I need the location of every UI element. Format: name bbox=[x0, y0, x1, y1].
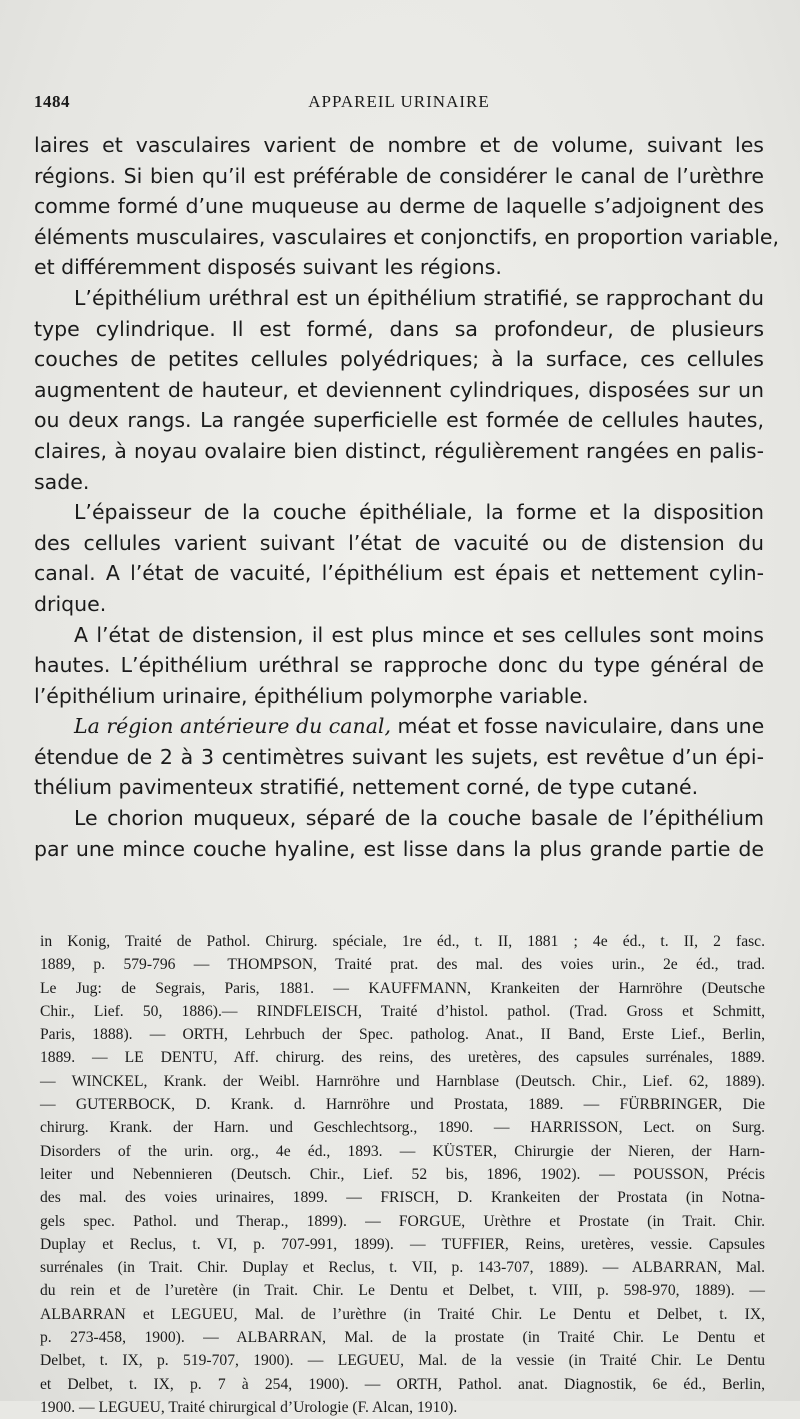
paragraph-start-line: A l’état de distension, il est plus mince et ses cellules sont moins bbox=[74, 622, 764, 647]
footnote-line: et Delbet, t. IX, p. 7 à 254, 1900). — ORTH, Pathol. anat. Diagnostik, 6e éd., Berlin, bbox=[40, 1375, 765, 1393]
footnote-line: Le Jug: de Segrais, Paris, 1881. — KAUFFMANN, Krankeiten der Harnröhre (Deutsche bbox=[40, 979, 765, 997]
bibliography-footnote bbox=[40, 930, 765, 1419]
body-line: comme formé d’une muqueuse au derme de laquelle s’adjoignent des bbox=[34, 194, 764, 219]
footnote-line: Paris, 1888). — ORTH, Lehrbuch der Spec. patholog. Anat., II Band, Erste Lief., Berlin, bbox=[40, 1026, 765, 1044]
footnote-line: des mal. des voies urinaires, 1899. — FRISCH, D. Krankeiten der Prostata (in Notna- bbox=[40, 1189, 765, 1207]
footnote-line: 1889, p. 579-796 — THOMPSON, Traité prat. des mal. des voies urin., 2e éd., trad. bbox=[40, 956, 765, 974]
body-line: claires, à noyau ovalaire bien distinct, régulièrement rangées en palis- bbox=[34, 438, 764, 463]
footnote-line: gels spec. Pathol. und Therap., 1899). — FORGUE, Urèthre et Prostate (in Trait. Chir. bbox=[40, 1212, 765, 1230]
body-line: drique. bbox=[34, 591, 107, 616]
footnote-line: Chir., Lief. 50, 1886).— RINDFLEISCH, Traité d’histol. pathol. (Trad. Gross et Schmitt, bbox=[40, 1002, 765, 1020]
body-line: type cylindrique. Il est formé, dans sa profondeur, de plusieurs bbox=[34, 316, 764, 341]
running-head bbox=[34, 92, 764, 116]
body-line: thélium pavimenteux stratifié, nettement corné, de type cutané. bbox=[34, 775, 699, 800]
body-line: hautes. L’épithélium uréthral se rapproche donc du type général de bbox=[34, 653, 764, 678]
body-line: couches de petites cellules polyédriques; à la surface, ces cellules bbox=[34, 347, 764, 372]
footnote-line: leiter und Nebennieren (Deutsch. Chir., Lief. 52 bis, 1896, 1902). — POUSSON, Précis bbox=[40, 1165, 765, 1183]
body-line: éléments musculaires, vasculaires et conjonctifs, en proportion variable, bbox=[34, 224, 780, 249]
footnote-line: Duplay et Reclus, t. VI, p. 707-991, 1899). — TUFFIER, Reins, uretères, vessie. Capsules bbox=[40, 1235, 765, 1253]
footnote-line: — WINCKEL, Krank. der Weibl. Harnröhre und Harnblase (Deutsch. Chir., Lief. 62, 1889). bbox=[40, 1072, 765, 1090]
body-line: augmentent de hauteur, et deviennent cylindriques, disposées sur un bbox=[34, 377, 764, 402]
footnote-line: p. 273-458, 1900). — ALBARRAN, Mal. de la prostate (in Traité Chir. Le Dentu et bbox=[40, 1329, 765, 1347]
body-line: des cellules varient suivant l’état de vacuité ou de distension du bbox=[34, 530, 764, 555]
footnote-line: ALBARRAN et LEGUEU, Mal. de l’urèthre (in Traité Chir. Le Dentu et Delbet, t. IX, bbox=[40, 1305, 765, 1323]
footnote-line: Delbet, t. IX, p. 519-707, 1900). — LEGUEU, Mal. de la vessie (in Traité Chir. Le Dentu bbox=[40, 1352, 765, 1370]
body-line: canal. A l’état de vacuité, l’épithélium est épais et nettement cylin- bbox=[34, 561, 764, 586]
body-line: ou deux rangs. La rangée superficielle est formée de cellules hautes, bbox=[34, 408, 764, 433]
footnote-line: 1900. — LEGUEU, Traité chirurgical d’Urologie (F. Alcan, 1910). bbox=[40, 1398, 458, 1416]
paragraph-start-line: Le chorion muqueux, séparé de la couche basale de l’épithélium bbox=[74, 806, 764, 831]
body-line: sade. bbox=[34, 469, 90, 494]
footnote-line: surrénales (in Trait. Chir. Duplay et Reclus, t. VII, p. 143-707, 1889). — ALBARRAN, Mal. bbox=[40, 1259, 765, 1277]
footnote-line: Disorders of the urin. org., 4e éd., 1893. — KÜSTER, Chirurgie der Nieren, der Harn- bbox=[40, 1142, 765, 1160]
body-line: l’épithélium urinaire, épithélium polymorphe variable. bbox=[34, 683, 589, 708]
paragraph-start-line: L’épithélium uréthral est un épithélium stratifié, se rapprochant du bbox=[74, 285, 764, 310]
body-text bbox=[34, 130, 780, 864]
footnote-line: 1889. — LE DENTU, Aff. chirurg. des reins, des uretères, des capsules surrénales, 1889. bbox=[40, 1049, 765, 1067]
footnote-line: in Konig, Traité de Pathol. Chirurg. spéciale, 1re éd., t. II, 1881 ; 4e éd., t. II, 2 fasc. bbox=[40, 933, 765, 950]
page-number: 1484 bbox=[34, 92, 70, 111]
body-line: régions. Si bien qu’il est préférable de considérer le canal de l’urèthre bbox=[34, 163, 764, 188]
footnote-line: chirurg. Krank. der Harn. und Geschlechtsorg., 1890. — HARRISSON, Lect. on Surg. bbox=[40, 1119, 765, 1137]
italic-lead: La région antérieure du canal, bbox=[74, 714, 391, 739]
footnote-line: du rein et de l’uretère (in Trait. Chir. Le Dentu et Delbet, t. VIII, p. 598-970, 1889). — bbox=[40, 1282, 765, 1300]
body-line: laires et vasculaires varient de nombre et de volume, suivant les bbox=[34, 133, 764, 157]
body-line: étendue de 2 à 3 centimètres suivant les sujets, est revêtue d’un épi- bbox=[34, 744, 764, 769]
running-title: APPAREIL URINAIRE bbox=[308, 92, 490, 111]
footnote-line: — GUTERBOCK, D. Krank. d. Harnröhre und Prostata, 1889. — FÜRBRINGER, Die bbox=[40, 1096, 765, 1114]
line-remainder: méat et fosse naviculaire, dans une bbox=[397, 714, 765, 739]
paragraph-start-line bbox=[34, 711, 764, 742]
paragraph-start-line: L’épaisseur de la couche épithéliale, la forme et la disposition bbox=[74, 500, 764, 525]
body-line: par une mince couche hyaline, est lisse dans la plus grande partie de bbox=[34, 836, 764, 861]
body-line: et différemment disposés suivant les régions. bbox=[34, 255, 502, 280]
